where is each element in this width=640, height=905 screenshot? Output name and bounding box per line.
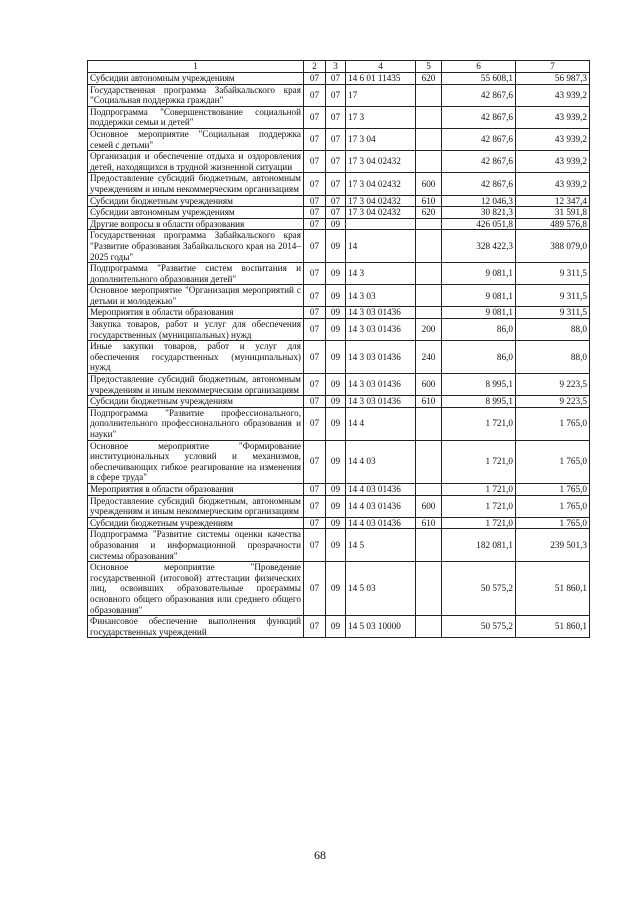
target-article-code-cell: 14 4 03 01436 (346, 495, 416, 517)
expense-type-code-cell (416, 128, 442, 150)
target-article-code-cell: 17 3 04 02432 (346, 207, 416, 219)
amount-year-1-cell: 86,0 (442, 319, 516, 341)
subsection-code-cell: 09 (326, 616, 346, 638)
table-row (88, 517, 590, 529)
expense-type-code-cell (416, 84, 442, 106)
subsection-code-cell: 07 (326, 207, 346, 219)
expense-type-code-cell: 620 (416, 207, 442, 219)
amount-year-2-cell: 31 591,8 (516, 207, 590, 219)
row-name-cell: Подпрограмма "Совершенствование социальной поддержки семьи и детей" (88, 106, 304, 128)
subsection-code-cell: 09 (326, 529, 346, 562)
amount-year-1-cell: 9 081,1 (442, 263, 516, 285)
target-article-code-cell: 14 4 03 01436 (346, 483, 416, 495)
amount-year-1-cell: 42 867,6 (442, 173, 516, 195)
subsection-code-cell: 07 (326, 73, 346, 85)
target-article-code-cell: 14 3 03 (346, 285, 416, 307)
amount-year-1-cell: 42 867,6 (442, 128, 516, 150)
expense-type-code-cell (416, 307, 442, 319)
amount-year-1-cell: 30 821,3 (442, 207, 516, 219)
subsection-code-cell: 09 (326, 374, 346, 396)
amount-year-1-cell: 8 995,1 (442, 374, 516, 396)
expense-type-code-cell: 600 (416, 173, 442, 195)
subsection-code-cell: 07 (326, 195, 346, 207)
row-name-cell: Субсидии бюджетным учреждениям (88, 396, 304, 408)
expense-type-code-cell (416, 151, 442, 173)
row-name-cell: Закупка товаров, работ и услуг для обеспечения государственных (муниципальных) нужд (88, 319, 304, 341)
target-article-code-cell: 17 3 04 02432 (346, 151, 416, 173)
section-code-cell: 07 (304, 230, 326, 263)
section-code-cell: 07 (304, 374, 326, 396)
expense-type-code-cell: 240 (416, 341, 442, 374)
table-row (88, 616, 590, 638)
table-row (88, 341, 590, 374)
target-article-code-cell: 14 5 03 10000 (346, 616, 416, 638)
table-row (88, 440, 590, 483)
row-name-cell: Другие вопросы в области образования (88, 218, 304, 230)
amount-year-1-cell: 8 995,1 (442, 396, 516, 408)
amount-year-2-cell: 88,0 (516, 319, 590, 341)
table-row (88, 319, 590, 341)
amount-year-1-cell: 50 575,2 (442, 616, 516, 638)
table-row (88, 307, 590, 319)
table-row (88, 562, 590, 616)
column-header-7: 7 (516, 61, 590, 73)
amount-year-1-cell: 55 608,1 (442, 73, 516, 85)
amount-year-2-cell: 1 765,0 (516, 483, 590, 495)
table-row (88, 374, 590, 396)
amount-year-1-cell: 1 721,0 (442, 407, 516, 440)
row-name-cell: Основное мероприятие "Организация мероприятий с детьми и молодежью" (88, 285, 304, 307)
amount-year-1-cell: 42 867,6 (442, 106, 516, 128)
subsection-code-cell: 07 (326, 106, 346, 128)
expense-type-code-cell (416, 616, 442, 638)
amount-year-2-cell: 9 311,5 (516, 263, 590, 285)
section-code-cell: 07 (304, 195, 326, 207)
section-code-cell: 07 (304, 84, 326, 106)
amount-year-2-cell: 489 576,8 (516, 218, 590, 230)
amount-year-2-cell: 43 939,2 (516, 173, 590, 195)
amount-year-1-cell: 426 051,8 (442, 218, 516, 230)
expense-type-code-cell (416, 483, 442, 495)
target-article-code-cell: 14 3 03 01436 (346, 341, 416, 374)
table-row (88, 396, 590, 408)
section-code-cell: 07 (304, 73, 326, 85)
budget-table (87, 60, 590, 638)
amount-year-1-cell: 42 867,6 (442, 151, 516, 173)
target-article-code-cell (346, 218, 416, 230)
subsection-code-cell: 09 (326, 341, 346, 374)
subsection-code-cell: 09 (326, 483, 346, 495)
expense-type-code-cell (416, 218, 442, 230)
amount-year-1-cell: 1 721,0 (442, 440, 516, 483)
subsection-code-cell: 09 (326, 319, 346, 341)
table-row (88, 195, 590, 207)
target-article-code-cell: 17 3 04 02432 (346, 195, 416, 207)
expense-type-code-cell (416, 440, 442, 483)
column-header-5: 5 (416, 61, 442, 73)
amount-year-2-cell: 56 987,3 (516, 73, 590, 85)
table-row (88, 73, 590, 85)
amount-year-2-cell: 1 765,0 (516, 517, 590, 529)
expense-type-code-cell (416, 529, 442, 562)
section-code-cell: 07 (304, 407, 326, 440)
amount-year-1-cell: 328 422,3 (442, 230, 516, 263)
row-name-cell: Государственная программа Забайкальского края "Развитие образования Забайкальского края на 2014–2025 годы" (88, 230, 304, 263)
subsection-code-cell: 09 (326, 285, 346, 307)
amount-year-2-cell: 1 765,0 (516, 407, 590, 440)
section-code-cell: 07 (304, 616, 326, 638)
row-name-cell: Предоставление субсидий бюджетным, автономным учреждениям и иным некоммерческим организациям (88, 374, 304, 396)
amount-year-1-cell: 12 046,3 (442, 195, 516, 207)
subsection-code-cell: 07 (326, 173, 346, 195)
amount-year-1-cell: 1 721,0 (442, 483, 516, 495)
column-header-4: 4 (346, 61, 416, 73)
expense-type-code-cell: 600 (416, 374, 442, 396)
target-article-code-cell: 14 3 03 01436 (346, 319, 416, 341)
amount-year-1-cell: 86,0 (442, 341, 516, 374)
subsection-code-cell: 07 (326, 151, 346, 173)
target-article-code-cell: 17 3 04 (346, 128, 416, 150)
row-name-cell: Субсидии бюджетным учреждениям (88, 517, 304, 529)
column-header-6: 6 (442, 61, 516, 73)
row-name-cell: Мероприятия в области образования (88, 483, 304, 495)
table-body (88, 73, 590, 638)
amount-year-1-cell: 42 867,6 (442, 84, 516, 106)
amount-year-2-cell: 1 765,0 (516, 440, 590, 483)
target-article-code-cell: 17 3 04 02432 (346, 173, 416, 195)
target-article-code-cell: 14 5 03 (346, 562, 416, 616)
section-code-cell: 07 (304, 341, 326, 374)
table-row (88, 173, 590, 195)
table-row (88, 483, 590, 495)
section-code-cell: 07 (304, 319, 326, 341)
target-article-code-cell: 14 6 01 11435 (346, 73, 416, 85)
subsection-code-cell: 09 (326, 440, 346, 483)
subsection-code-cell: 07 (326, 128, 346, 150)
section-code-cell: 07 (304, 151, 326, 173)
row-name-cell: Государственная программа Забайкальского края "Социальная поддержка граждан" (88, 84, 304, 106)
row-name-cell: Подпрограмма "Развитие систем воспитания и дополнительного образования детей" (88, 263, 304, 285)
expense-type-code-cell (416, 106, 442, 128)
row-name-cell: Основное мероприятие "Формирование институциональных условий и механизмов, обеспечивающих гибкое реагирование на изменения в сфере труда" (88, 440, 304, 483)
section-code-cell: 07 (304, 173, 326, 195)
amount-year-1-cell: 9 081,1 (442, 307, 516, 319)
header-row (88, 61, 590, 73)
column-header-2: 2 (304, 61, 326, 73)
amount-year-2-cell: 43 939,2 (516, 106, 590, 128)
row-name-cell: Подпрограмма "Развитие профессионального, дополнительного профессионального образования и науки" (88, 407, 304, 440)
row-name-cell: Субсидии автономным учреждениям (88, 73, 304, 85)
amount-year-2-cell: 12 347,4 (516, 195, 590, 207)
section-code-cell: 07 (304, 517, 326, 529)
amount-year-2-cell: 43 939,2 (516, 151, 590, 173)
section-code-cell: 07 (304, 562, 326, 616)
column-header-1: 1 (88, 61, 304, 73)
target-article-code-cell: 14 4 03 01436 (346, 517, 416, 529)
table-row (88, 218, 590, 230)
section-code-cell: 07 (304, 207, 326, 219)
expense-type-code-cell: 610 (416, 396, 442, 408)
amount-year-2-cell: 9 311,5 (516, 285, 590, 307)
target-article-code-cell: 17 3 (346, 106, 416, 128)
section-code-cell: 07 (304, 307, 326, 319)
section-code-cell: 07 (304, 106, 326, 128)
amount-year-2-cell: 9 223,5 (516, 374, 590, 396)
amount-year-1-cell: 50 575,2 (442, 562, 516, 616)
column-header-3: 3 (326, 61, 346, 73)
amount-year-2-cell: 9 223,5 (516, 396, 590, 408)
row-name-cell: Основное мероприятие "Проведение государственной (итоговой) аттестации физических лиц, освоивших образовательные программы основного общего образования или среднего общего образования" (88, 562, 304, 616)
table-row (88, 495, 590, 517)
row-name-cell: Субсидии автономным учреждениям (88, 207, 304, 219)
amount-year-2-cell: 9 311,5 (516, 307, 590, 319)
target-article-code-cell: 14 5 (346, 529, 416, 562)
subsection-code-cell: 09 (326, 407, 346, 440)
subsection-code-cell: 09 (326, 495, 346, 517)
amount-year-2-cell: 1 765,0 (516, 495, 590, 517)
table-row (88, 84, 590, 106)
table-row (88, 263, 590, 285)
expense-type-code-cell: 610 (416, 195, 442, 207)
table-row (88, 151, 590, 173)
expense-type-code-cell: 610 (416, 517, 442, 529)
amount-year-1-cell: 9 081,1 (442, 285, 516, 307)
subsection-code-cell: 07 (326, 84, 346, 106)
section-code-cell: 07 (304, 495, 326, 517)
amount-year-2-cell: 51 860,1 (516, 562, 590, 616)
expense-type-code-cell: 200 (416, 319, 442, 341)
section-code-cell: 07 (304, 285, 326, 307)
table-row (88, 407, 590, 440)
target-article-code-cell: 14 3 (346, 263, 416, 285)
expense-type-code-cell: 600 (416, 495, 442, 517)
row-name-cell: Организация и обеспечение отдыха и оздоровления детей, находящихся в трудной жизненной ситуации (88, 151, 304, 173)
expense-type-code-cell (416, 407, 442, 440)
subsection-code-cell: 09 (326, 307, 346, 319)
section-code-cell: 07 (304, 128, 326, 150)
section-code-cell: 07 (304, 483, 326, 495)
row-name-cell: Мероприятия в области образования (88, 307, 304, 319)
amount-year-2-cell: 88,0 (516, 341, 590, 374)
row-name-cell: Субсидии бюджетным учреждениям (88, 195, 304, 207)
section-code-cell: 07 (304, 529, 326, 562)
target-article-code-cell: 14 (346, 230, 416, 263)
target-article-code-cell: 14 4 (346, 407, 416, 440)
subsection-code-cell: 09 (326, 517, 346, 529)
section-code-cell: 07 (304, 263, 326, 285)
section-code-cell: 07 (304, 396, 326, 408)
row-name-cell: Подпрограмма "Развитие системы оценки качества образования и информационной прозрачности системы образования" (88, 529, 304, 562)
target-article-code-cell: 17 (346, 84, 416, 106)
page-number: 68 (314, 848, 326, 862)
amount-year-1-cell: 1 721,0 (442, 517, 516, 529)
table-row (88, 207, 590, 219)
target-article-code-cell: 14 3 03 01436 (346, 307, 416, 319)
amount-year-1-cell: 182 081,1 (442, 529, 516, 562)
table-row (88, 128, 590, 150)
amount-year-1-cell: 1 721,0 (442, 495, 516, 517)
expense-type-code-cell (416, 285, 442, 307)
row-name-cell: Предоставление субсидий бюджетным, автономным учреждениям и иным некоммерческим организациям (88, 495, 304, 517)
target-article-code-cell: 14 3 03 01436 (346, 396, 416, 408)
amount-year-2-cell: 51 860,1 (516, 616, 590, 638)
subsection-code-cell: 09 (326, 562, 346, 616)
amount-year-2-cell: 43 939,2 (516, 128, 590, 150)
amount-year-2-cell: 239 501,3 (516, 529, 590, 562)
subsection-code-cell: 09 (326, 218, 346, 230)
amount-year-2-cell: 388 079,0 (516, 230, 590, 263)
table-row (88, 529, 590, 562)
expense-type-code-cell (416, 263, 442, 285)
target-article-code-cell: 14 4 03 (346, 440, 416, 483)
table-row (88, 285, 590, 307)
subsection-code-cell: 09 (326, 230, 346, 263)
table-row (88, 106, 590, 128)
subsection-code-cell: 09 (326, 396, 346, 408)
row-name-cell: Иные закупки товаров, работ и услуг для обеспечения государственных (муниципальных) нужд (88, 341, 304, 374)
section-code-cell: 07 (304, 440, 326, 483)
expense-type-code-cell (416, 230, 442, 263)
expense-type-code-cell (416, 562, 442, 616)
section-code-cell: 07 (304, 218, 326, 230)
row-name-cell: Предоставление субсидий бюджетным, автономным учреждениям и иным некоммерческим организациям (88, 173, 304, 195)
amount-year-2-cell: 43 939,2 (516, 84, 590, 106)
subsection-code-cell: 09 (326, 263, 346, 285)
target-article-code-cell: 14 3 03 01436 (346, 374, 416, 396)
row-name-cell: Финансовое обеспечение выполнения функций государственных учреждений (88, 616, 304, 638)
table-row (88, 230, 590, 263)
expense-type-code-cell: 620 (416, 73, 442, 85)
row-name-cell: Основное мероприятие "Социальная поддержка семей с детьми" (88, 128, 304, 150)
